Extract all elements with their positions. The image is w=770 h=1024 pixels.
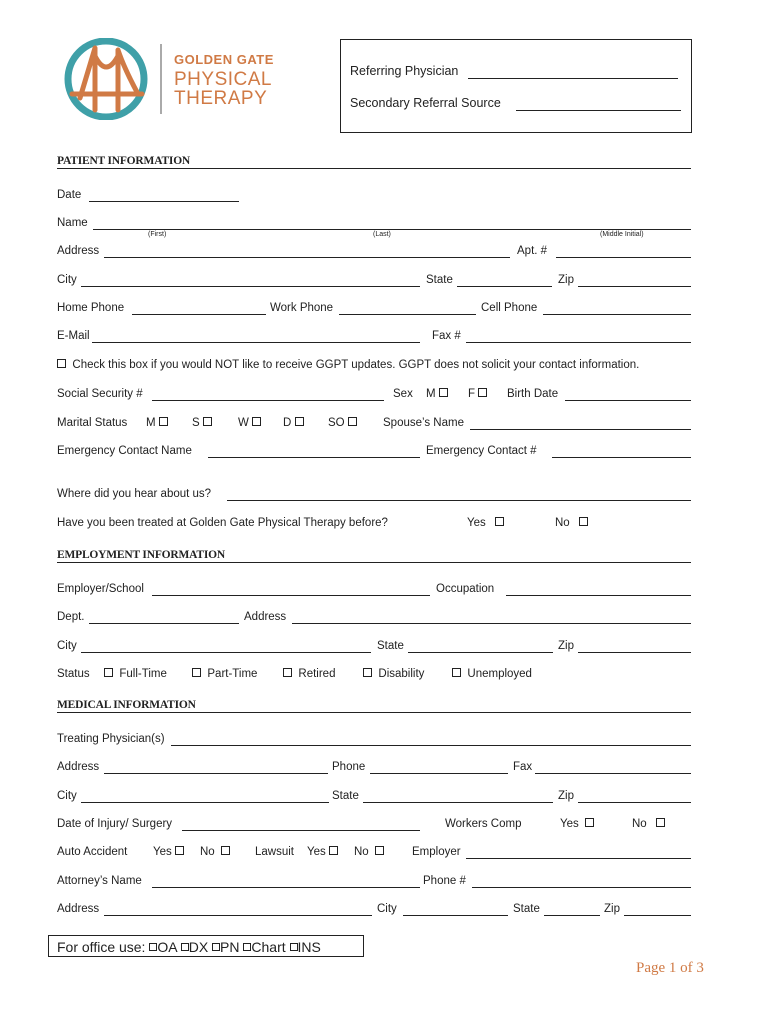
spouse-label: Spouse’s Name <box>383 417 464 429</box>
address-label: Address <box>57 245 100 257</box>
emergency-number-field[interactable] <box>552 457 691 458</box>
auto-no-checkbox[interactable] <box>221 846 230 855</box>
logo-line1: GOLDEN GATE <box>174 52 274 67</box>
lawsuit-label: Lawsuit <box>255 846 294 858</box>
chart-label: Chart <box>251 939 286 955</box>
emp-state-field[interactable] <box>408 652 553 653</box>
date-field[interactable] <box>89 201 239 202</box>
secondary-referral-field[interactable] <box>516 110 681 111</box>
state-label: State <box>426 274 453 286</box>
spouse-field[interactable] <box>470 429 691 430</box>
attorney-field[interactable] <box>152 887 420 888</box>
emp-zip-field[interactable] <box>578 652 691 653</box>
name-field[interactable] <box>93 229 691 230</box>
emp-city-field[interactable] <box>81 652 371 653</box>
home-phone-label: Home Phone <box>57 302 125 314</box>
part-time-label: Part-Time <box>207 668 258 680</box>
marital-w-checkbox[interactable] <box>252 417 261 426</box>
treated-yes-checkbox[interactable] <box>495 517 504 526</box>
disability-label: Disability <box>378 668 425 680</box>
sex-label: Sex <box>393 388 413 400</box>
occupation-field[interactable] <box>506 595 691 596</box>
emp-address-label: Address <box>244 611 287 623</box>
attorney-state-label: State <box>513 903 540 915</box>
city-field[interactable] <box>81 286 420 287</box>
med-phone-field[interactable] <box>370 773 508 774</box>
marital-w-label: W <box>238 417 249 429</box>
apt-field[interactable] <box>556 257 691 258</box>
emp-city-label: City <box>57 640 77 652</box>
disability-checkbox[interactable] <box>363 668 372 677</box>
emergency-name-label: Emergency Contact Name <box>57 445 192 457</box>
marital-m-checkbox[interactable] <box>159 417 168 426</box>
fax-label: Fax # <box>432 330 461 342</box>
apt-label: Apt. # <box>517 245 548 257</box>
med-city-label: City <box>57 790 77 802</box>
attorney-phone-label: Phone # <box>423 875 466 887</box>
lawsuit-no-label: No <box>354 846 369 858</box>
med-phone-label: Phone <box>332 761 366 773</box>
med-zip-label: Zip <box>558 790 574 802</box>
med-employer-label: Employer <box>412 846 461 858</box>
dept-label: Dept. <box>57 611 85 623</box>
attorney-city-field[interactable] <box>403 915 508 916</box>
office-use-box <box>48 935 364 957</box>
treating-field[interactable] <box>171 745 691 746</box>
emergency-number-label: Emergency Contact # <box>426 445 537 457</box>
attorney-city-label: City <box>377 903 397 915</box>
no-updates-checkbox[interactable] <box>57 359 66 368</box>
hear-field[interactable] <box>227 500 691 501</box>
work-phone-label: Work Phone <box>270 302 334 314</box>
marital-m-label: M <box>146 417 156 429</box>
med-zip-field[interactable] <box>578 802 691 803</box>
last-hint: (Last) <box>373 231 391 238</box>
ins-checkbox[interactable] <box>290 943 298 951</box>
marital-label: Marital Status <box>57 417 128 429</box>
cell-phone-field[interactable] <box>543 314 691 315</box>
zip-label: Zip <box>558 274 574 286</box>
med-state-label: State <box>332 790 359 802</box>
marital-s-checkbox[interactable] <box>203 417 212 426</box>
home-phone-field[interactable] <box>132 314 266 315</box>
ssn-field[interactable] <box>152 400 384 401</box>
referral-box <box>340 39 692 133</box>
treating-label: Treating Physician(s) <box>57 733 165 745</box>
med-employer-field[interactable] <box>466 858 691 859</box>
attorney-phone-field[interactable] <box>472 887 691 888</box>
attorney-state-field[interactable] <box>544 915 600 916</box>
city-label: City <box>57 274 77 286</box>
dx-label: DX <box>188 939 209 955</box>
first-hint: (First) <box>148 231 167 238</box>
wc-no-checkbox[interactable] <box>656 818 665 827</box>
med-address-label: Address <box>57 761 100 773</box>
cell-phone-label: Cell Phone <box>481 302 538 314</box>
dx-checkbox[interactable] <box>181 943 189 951</box>
logo-line2: PHYSICAL <box>174 69 272 90</box>
part-time-checkbox[interactable] <box>192 668 201 677</box>
emp-zip-label: Zip <box>558 640 574 652</box>
emp-state-label: State <box>377 640 404 652</box>
employer-label: Employer/School <box>57 583 144 595</box>
dept-field[interactable] <box>89 623 239 624</box>
auto-yes-checkbox[interactable] <box>175 846 184 855</box>
wc-no-label: No <box>632 818 647 830</box>
unemployed-checkbox[interactable] <box>452 668 461 677</box>
office-use-label: For office use: <box>57 939 146 955</box>
employment-heading: EMPLOYMENT INFORMATION <box>57 549 225 561</box>
unemployed-label: Unemployed <box>467 668 532 680</box>
state-field[interactable] <box>457 286 552 287</box>
full-time-label: Full-Time <box>119 668 167 680</box>
sex-m-label: M <box>426 388 436 400</box>
logo-line3: THERAPY <box>174 88 268 109</box>
email-label: E-Mail <box>57 330 90 342</box>
lawsuit-yes-checkbox[interactable] <box>329 846 338 855</box>
injury-label: Date of Injury/ Surgery <box>57 818 173 830</box>
treated-yes-label: Yes <box>467 517 486 529</box>
marital-so-label: SO <box>328 417 345 429</box>
ssn-label: Social Security # <box>57 388 143 400</box>
workers-comp-label: Workers Comp <box>445 818 522 830</box>
med-fax-label: Fax <box>513 761 533 773</box>
address-field[interactable] <box>104 257 510 258</box>
updates-row <box>57 358 639 372</box>
marital-s-label: S <box>192 417 200 429</box>
auto-accident-label: Auto Accident <box>57 846 128 858</box>
employer-field[interactable] <box>152 595 430 596</box>
full-time-checkbox[interactable] <box>104 668 113 677</box>
attorney-zip-label: Zip <box>604 903 620 915</box>
logo <box>62 38 282 120</box>
retired-label: Retired <box>298 668 336 680</box>
marital-so-checkbox[interactable] <box>348 417 357 426</box>
sex-m-checkbox[interactable] <box>439 388 448 397</box>
retired-checkbox[interactable] <box>283 668 292 677</box>
referring-physician-field[interactable] <box>468 78 678 79</box>
hear-label: Where did you hear about us? <box>57 488 212 500</box>
auto-yes-label: Yes <box>153 846 172 858</box>
occupation-label: Occupation <box>436 583 495 595</box>
marital-d-checkbox[interactable] <box>295 417 304 426</box>
work-phone-field[interactable] <box>339 314 476 315</box>
emergency-name-field[interactable] <box>208 457 420 458</box>
zip-field[interactable] <box>578 286 691 287</box>
med-state-field[interactable] <box>363 802 553 803</box>
updates-text: Check this box if you would NOT like to receive GGPT updates. GGPT does not solicit your contact information. <box>72 359 640 371</box>
referring-physician-label: Referring Physician <box>350 64 459 78</box>
status-label: Status <box>57 668 90 680</box>
injury-field[interactable] <box>182 830 420 831</box>
date-label: Date <box>57 189 82 201</box>
oa-label: OA <box>157 939 177 955</box>
med-fax-field[interactable] <box>535 773 691 774</box>
page-number: Page 1 of 3 <box>636 960 704 976</box>
attorney-address-field[interactable] <box>104 915 372 916</box>
bridge-logo-icon <box>62 38 154 120</box>
name-label: Name <box>57 217 88 229</box>
patient-heading: PATIENT INFORMATION <box>57 155 191 167</box>
treated-no-checkbox[interactable] <box>579 517 588 526</box>
ins-label: INS <box>297 939 321 955</box>
emp-address-field[interactable] <box>292 623 691 624</box>
marital-d-label: D <box>283 417 292 429</box>
fax-field[interactable] <box>466 342 691 343</box>
wc-yes-checkbox[interactable] <box>585 818 594 827</box>
medical-heading: MEDICAL INFORMATION <box>57 699 196 711</box>
lawsuit-no-checkbox[interactable] <box>375 846 384 855</box>
attorney-zip-field[interactable] <box>624 915 691 916</box>
email-field[interactable] <box>92 342 420 343</box>
wc-yes-label: Yes <box>560 818 579 830</box>
attorney-address-label: Address <box>57 903 100 915</box>
pn-checkbox[interactable] <box>212 943 220 951</box>
sex-f-label: F <box>468 388 476 400</box>
pn-label: PN <box>220 939 240 955</box>
med-city-field[interactable] <box>81 802 329 803</box>
lawsuit-yes-label: Yes <box>307 846 326 858</box>
auto-no-label: No <box>200 846 215 858</box>
birth-date-label: Birth Date <box>507 388 559 400</box>
attorney-label: Attorney’s Name <box>57 875 142 887</box>
secondary-referral-label: Secondary Referral Source <box>350 96 501 110</box>
sex-f-checkbox[interactable] <box>478 388 487 397</box>
treated-no-label: No <box>555 517 570 529</box>
treated-label: Have you been treated at Golden Gate Physical Therapy before? <box>57 517 388 529</box>
middle-hint: (Middle Initial) <box>600 231 644 238</box>
birth-date-field[interactable] <box>565 400 691 401</box>
med-address-field[interactable] <box>104 773 328 774</box>
